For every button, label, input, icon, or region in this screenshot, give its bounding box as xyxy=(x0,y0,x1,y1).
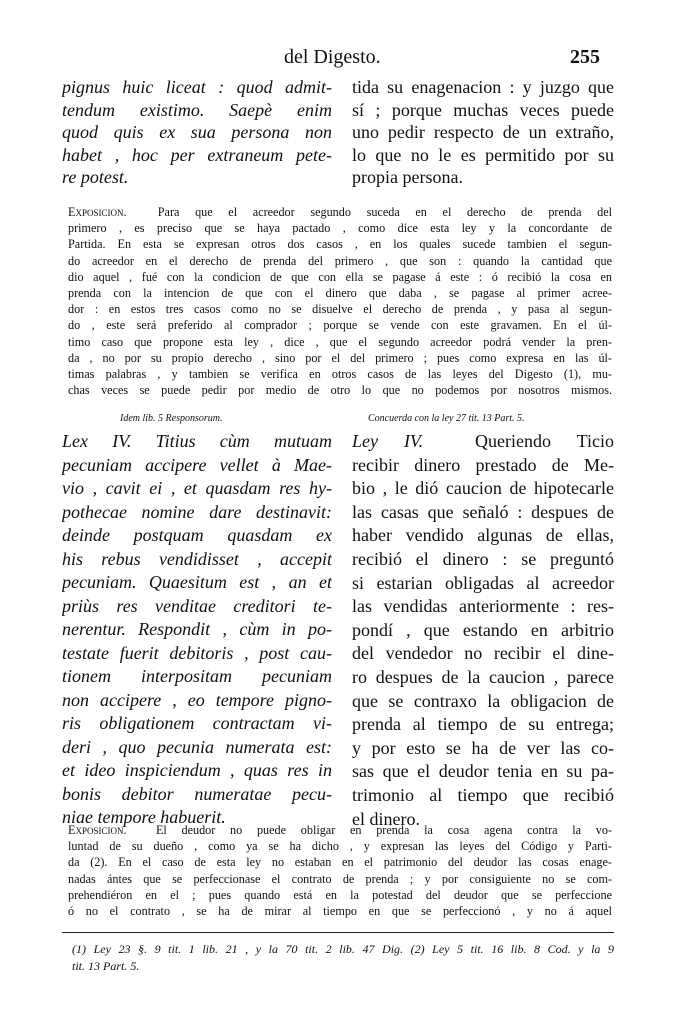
spanish-line: del vendedor no recibir el dine- xyxy=(352,643,614,664)
latin-line: ris obligationem contractam vi- xyxy=(62,713,332,733)
spanish-line: haber vendido algunas de ellas, xyxy=(352,525,614,546)
lex-iv-latin-text xyxy=(62,430,332,830)
commentary-line: luntad de su dueño , como ya se ha dicho , y expresan las leyes del Código y Parti- xyxy=(68,839,612,854)
spanish-line: trimonio al tiempo que recibió xyxy=(352,784,614,805)
ley-first-text: Queriendo Ticio xyxy=(475,431,614,451)
commentary-line xyxy=(68,204,612,220)
latin-line: tendum existimo. Saepè enim xyxy=(62,99,332,120)
latin-source-citation: Idem lib. 5 Responsorum. xyxy=(120,413,223,424)
latin-line: pecuniam accipere vellet à Mae- xyxy=(62,454,332,475)
spanish-line: que se contraxo la obligacion de xyxy=(352,690,614,711)
spanish-line: sas que el deudor tenia en su pa- xyxy=(352,761,614,782)
spanish-line: tida su enagenacion : y juzgo que xyxy=(352,77,614,97)
spanish-line: bio , le dió caucion de hipotecarle xyxy=(352,478,614,499)
latin-line: priùs res venditae creditori te- xyxy=(62,595,332,616)
commentary-first-text: El deudor no puede obligar en prenda la cosa agena contra la vo- xyxy=(155,823,612,837)
page-number: 255 xyxy=(570,46,600,68)
exposicion-commentary-1 xyxy=(68,204,612,398)
latin-line: nerentur. Respondit , cùm in po- xyxy=(62,619,332,639)
spanish-line: lo que no le es permitido por su xyxy=(352,144,614,165)
spanish-line: sí ; porque muchas veces puede xyxy=(352,99,614,120)
spanish-line xyxy=(352,430,614,454)
latin-line: pothecae nomine dare destinavit: xyxy=(62,501,332,522)
running-title: del Digesto. xyxy=(284,46,381,68)
latin-line: pignus huic liceat : quod admit- xyxy=(62,77,332,97)
latin-line: testate fuerit debitoris , post cau- xyxy=(62,642,332,663)
commentary-line: dor : en estos tres casos como no se disuelve el derecho de prenda , y pasa al segun- xyxy=(68,302,612,317)
exposicion-label: Exposicion. xyxy=(68,823,127,837)
commentary-line: da (2). En el caso de esta ley no estaban en el patrimonio del deudor las cosas enage- xyxy=(68,855,612,870)
latin-line: pecuniam. Quaesitum est , an et xyxy=(62,572,332,592)
latin-line: vio , cavit ei , et quasdam res hy- xyxy=(62,478,332,498)
exposicion-commentary-2 xyxy=(68,822,612,919)
commentary-line: prehendiéron en el ; pues quando está en la potestad del deudor que se perfeccione xyxy=(68,887,612,902)
concordance-citation: Concuerda con la ley 27 tit. 13 Part. 5. xyxy=(368,413,525,424)
commentary-line: do , este será preferido al comprador ; porque se vende con este gravamen. En el úl- xyxy=(68,318,612,333)
exposicion-label: Exposicion. xyxy=(68,205,127,219)
footnotes xyxy=(72,941,614,975)
latin-line: deri , quo pecunia numerata est: xyxy=(62,736,332,757)
spanish-line: propia persona. xyxy=(352,167,463,187)
spanish-line: ro despues de la caucion , parece xyxy=(352,666,614,687)
commentary-line: do acreedor en el derecho de prenda del primero , que son : quando la cantidad que xyxy=(68,253,612,268)
footnote-line: tit. 13 Part. 5. xyxy=(72,959,140,973)
latin-line: re potest. xyxy=(62,167,129,187)
commentary-first-text: Para que el acreedor segundo suceda en el derecho de prenda del xyxy=(157,205,612,219)
latin-line: et ideo inspiciendum , quas res in xyxy=(62,760,332,780)
ley-label: Ley IV. xyxy=(352,431,424,451)
spanish-line: si estarian obligadas al acreedor xyxy=(352,572,614,593)
latin-line: habet , hoc per extraneum pete- xyxy=(62,144,332,165)
ley-iv-spanish-text xyxy=(352,430,614,831)
spanish-line: las vendidas anteriormente : res- xyxy=(352,596,614,617)
latin-line: quod quis ex sua persona non xyxy=(62,122,332,142)
commentary-line: prenda con la intencion de que con el dinero que daba , se pagase al primer acree- xyxy=(68,286,612,301)
spanish-line: y por esto se ha de ver las co- xyxy=(352,737,614,758)
commentary-line: nadas ántes que se perfeccionase el contrato de prenda ; y por consiguiente no se com- xyxy=(68,871,612,886)
latin-line: deinde postquam quasdam ex xyxy=(62,525,332,545)
footnote-line: (1) Ley 23 §. 9 tit. 1 lib. 21 , y la 70 tit. 2 lib. 47 Dig. (2) Ley 5 tit. 16 lib. 8 Cod. y la 9 xyxy=(72,942,614,956)
commentary-line: ó no el contrato , se ha de mirar al tiempo en que se perfeccionó , y no á aquel xyxy=(68,904,612,919)
commentary-line: primero , es preciso que se haya pactado , como dice esta ley y la concordante de xyxy=(68,221,612,236)
commentary-line: Partida. En esta se expresan otros dos casos , en los quales sucede tambien el segun- xyxy=(68,237,612,252)
spanish-line: recibir dinero prestado de Me- xyxy=(352,454,614,475)
commentary-line xyxy=(68,822,612,838)
spanish-column-top xyxy=(352,76,614,189)
latin-line: niae tempore habuerit. xyxy=(62,807,226,827)
latin-line: Lex IV. Titius cùm mutuam xyxy=(62,431,332,451)
latin-line: his rebus vendidisset , accepit xyxy=(62,548,332,569)
spanish-line: recibió el dinero : se preguntó xyxy=(352,548,614,569)
latin-line: tionem interpositam pecuniam xyxy=(62,666,332,686)
spanish-line: el dinero. xyxy=(352,808,420,829)
commentary-line: dio aquel , fué con la condicion de que con ella se pagase á este : ó recibió la cosa en xyxy=(68,269,612,284)
commentary-line: timas palabras , y tambien se verifica en otros casos de las leyes del Digesto (1), mu- xyxy=(68,367,612,382)
running-header xyxy=(0,46,682,72)
latin-column-top xyxy=(62,76,332,189)
commentary-line: chas veces se puede pedir por medio de otro lo que no podemos por nosotros mismos. xyxy=(68,383,612,398)
spanish-line: prenda al tiempo de su entrega; xyxy=(352,714,614,735)
latin-line: non accipere , eo tempore pigno- xyxy=(62,689,332,710)
spanish-line: uno pedir respecto de un extraño, xyxy=(352,122,614,142)
latin-line: bonis debitor numeratae pecu- xyxy=(62,783,332,804)
commentary-line: timo caso que propone esta ley , dice , que el segundo acreedor podrá vender la pren- xyxy=(68,334,612,349)
spanish-line: las casas que señaló : despues de xyxy=(352,501,614,522)
commentary-line: da , no por su propio derecho , sino por el del primero ; pues como expresa en las úl- xyxy=(68,350,612,365)
spanish-line: pondí , que estando en arbitrio xyxy=(352,619,614,640)
footnote-divider xyxy=(62,932,614,933)
